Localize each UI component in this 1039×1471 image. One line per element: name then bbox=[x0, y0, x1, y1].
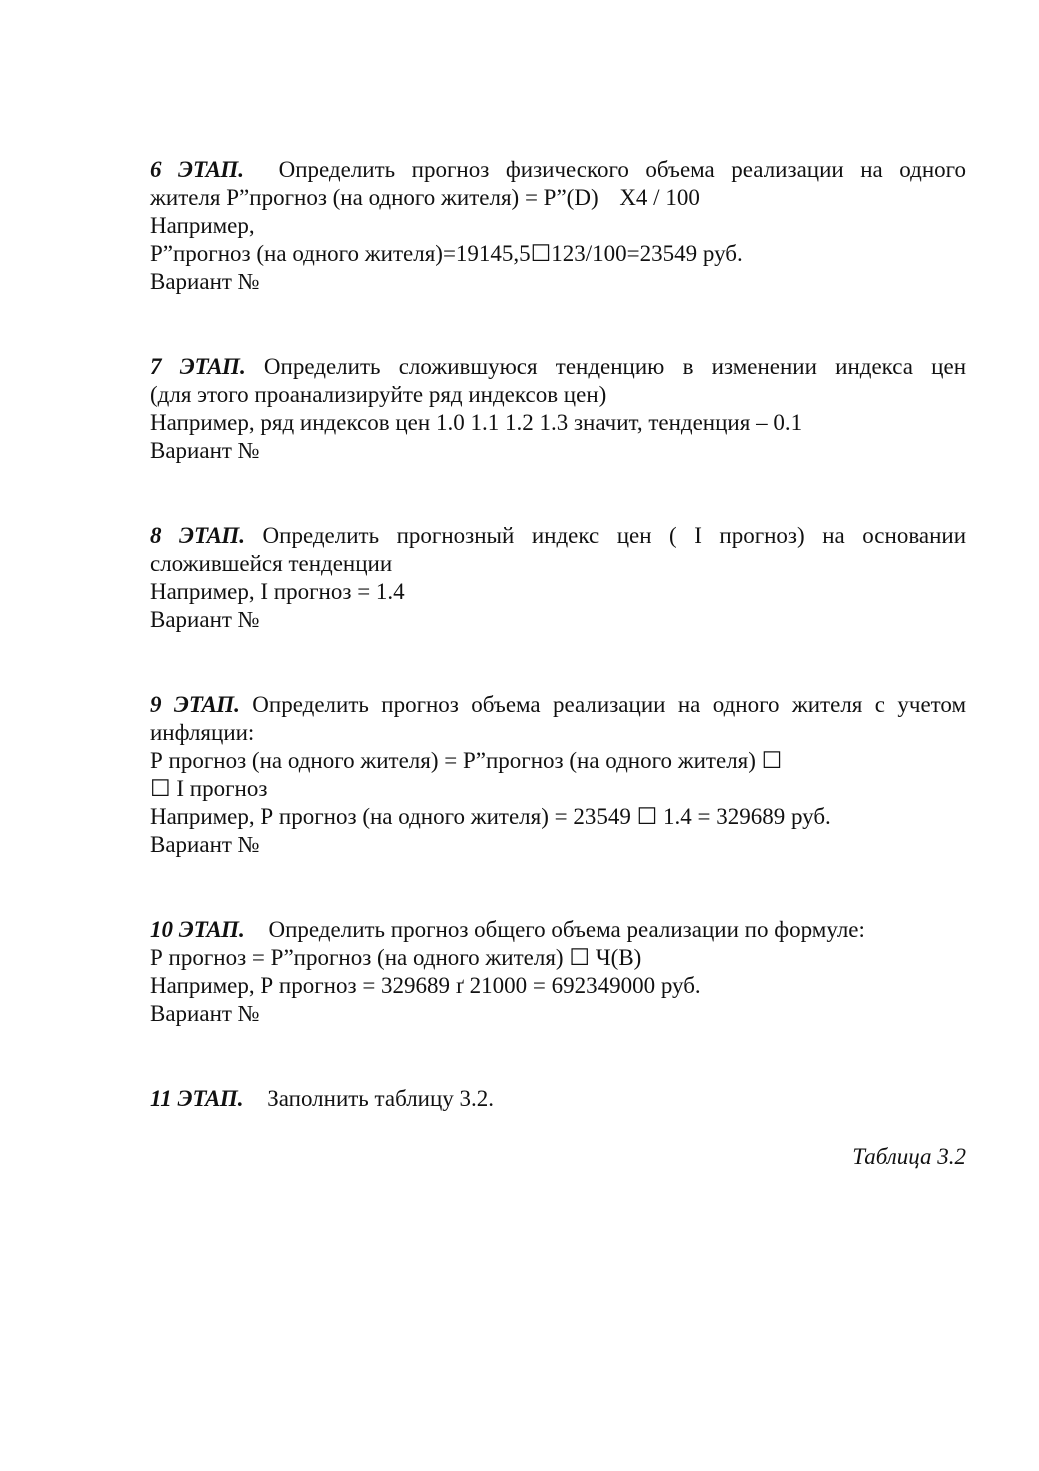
stage-6-heading: 6 ЭТАП. bbox=[150, 157, 245, 182]
stage-6-formula: жителя Р”прогноз (на одного жителя) = Р”(D) Х4 / 100 bbox=[150, 185, 700, 210]
stage-7-line-2: (для этого проанализируйте ряд индексов цен) bbox=[150, 382, 607, 407]
stage-10 bbox=[150, 916, 966, 1028]
stage-9-formula-2: ☐ I прогноз bbox=[150, 776, 268, 801]
stage-7-variant: Вариант № bbox=[150, 438, 260, 463]
stage-8-example: Например, I прогноз = 1.4 bbox=[150, 579, 405, 604]
document-page bbox=[150, 156, 966, 1171]
table-caption: Таблица 3.2 bbox=[852, 1144, 966, 1169]
stage-7-heading: 7 ЭТАП. bbox=[150, 354, 246, 379]
stage-10-formula: Р прогноз = Р”прогноз (на одного жителя) ☐ Ч(В) bbox=[150, 945, 642, 970]
stage-6-title: Определить прогноз физического объема реализации на одного bbox=[278, 157, 967, 182]
stage-9-variant: Вариант № bbox=[150, 832, 260, 857]
stage-10-heading: 10 ЭТАП. bbox=[150, 917, 245, 942]
stage-10-example: Например, Р прогноз = 329689 ґ 21000 = 692349000 руб. bbox=[150, 973, 701, 998]
stage-11 bbox=[150, 1085, 966, 1113]
stage-11-title: Заполнить таблицу 3.2. bbox=[267, 1086, 495, 1111]
stage-10-line-1 bbox=[150, 916, 966, 944]
stage-9-heading: 9 ЭТАП. bbox=[150, 692, 240, 717]
stage-8-line-2: сложившейся тенденции bbox=[150, 551, 393, 576]
stage-11-line-1 bbox=[150, 1085, 966, 1113]
stage-9 bbox=[150, 691, 966, 859]
stage-8-line-1 bbox=[150, 522, 966, 550]
stage-7 bbox=[150, 353, 966, 465]
stage-9-title: Определить прогноз объема реализации на одного жителя с учетом bbox=[252, 692, 967, 717]
stage-8-title: Определить прогнозный индекс цен ( I прогноз) на основании bbox=[262, 523, 967, 548]
stage-7-line-1 bbox=[150, 353, 966, 381]
stage-7-example: Например, ряд индексов цен 1.0 1.1 1.2 1.3 значит, тенденция – 0.1 bbox=[150, 410, 803, 435]
stage-8-heading: 8 ЭТАП. bbox=[150, 523, 245, 548]
stage-11-heading: 11 ЭТАП. bbox=[150, 1086, 244, 1111]
stage-10-variant: Вариант № bbox=[150, 1001, 260, 1026]
stage-6-variant: Вариант № bbox=[150, 269, 260, 294]
stage-7-title: Определить сложившуюся тенденцию в изменении индекса цен bbox=[263, 354, 966, 379]
stage-9-formula-1: Р прогноз (на одного жителя) = Р”прогноз (на одного жителя) ☐ bbox=[150, 748, 783, 773]
stage-6-line-1 bbox=[150, 156, 966, 184]
stage-6-example: Р”прогноз (на одного жителя)=19145,5☐123/100=23549 руб. bbox=[150, 241, 743, 266]
stage-10-title: Определить прогноз общего объема реализации по формуле: bbox=[268, 917, 865, 942]
stage-6 bbox=[150, 156, 966, 296]
stage-9-line-2: инфляции: bbox=[150, 720, 255, 745]
stage-8 bbox=[150, 522, 966, 634]
stage-6-example-label: Например, bbox=[150, 213, 255, 238]
stage-9-example: Например, Р прогноз (на одного жителя) = 23549 ☐ 1.4 = 329689 руб. bbox=[150, 804, 831, 829]
stage-8-variant: Вариант № bbox=[150, 607, 260, 632]
stage-9-line-1 bbox=[150, 691, 966, 719]
